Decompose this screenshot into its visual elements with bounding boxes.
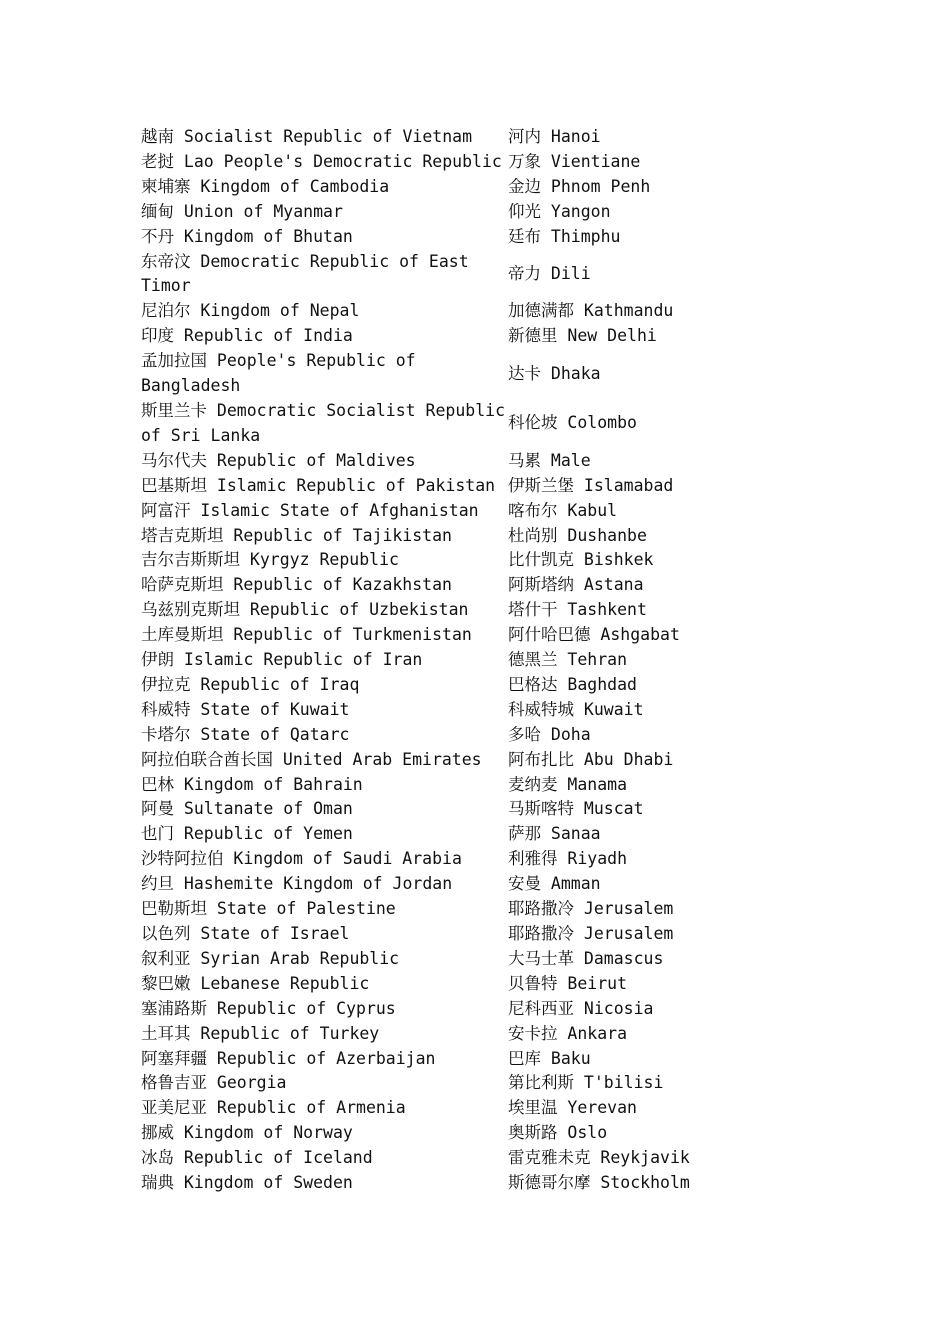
capital-name-cell: 多哈 Doha bbox=[508, 724, 591, 744]
table-row bbox=[141, 1071, 721, 1096]
country-name-cell: 叙利亚 Syrian Arab Republic bbox=[141, 948, 400, 968]
capital-name-cell: 萨那 Sanaa bbox=[508, 824, 601, 844]
capital-name-cell: 雷克雅未克 Reykjavik bbox=[508, 1148, 690, 1168]
country-name-cell: 挪威 Kingdom of Norway bbox=[141, 1123, 353, 1143]
capital-name-cell: 马累 Male bbox=[508, 450, 591, 470]
country-name-cell: 格鲁吉亚 Georgia bbox=[141, 1073, 287, 1093]
capital-name-cell: 阿斯塔纳 Astana bbox=[508, 575, 644, 595]
capital-name-cell: 科伦坡 Colombo bbox=[508, 413, 637, 433]
capital-name-cell: 杜尚别 Dushanbe bbox=[508, 525, 647, 545]
table-row bbox=[141, 1146, 721, 1171]
country-name-cell: 老挝 Lao People's Democratic Republic bbox=[141, 151, 502, 171]
country-name-cell: 瑞典 Kingdom of Sweden bbox=[141, 1173, 353, 1193]
country-name-cell: 卡塔尔 State of Qatarc bbox=[141, 724, 350, 744]
table-row bbox=[141, 474, 721, 499]
table-row bbox=[141, 822, 721, 847]
capital-name-cell: 阿什哈巴德 Ashgabat bbox=[508, 625, 680, 645]
capital-name-cell: 加德满都 Kathmandu bbox=[508, 301, 674, 321]
country-name-cell: 吉尔吉斯斯坦 Kyrgyz Republic bbox=[141, 550, 399, 570]
country-name-cell: 以色列 State of Israel bbox=[141, 924, 350, 943]
country-name-cell: 巴基斯坦 Islamic Republic of Pakistan bbox=[141, 475, 496, 495]
country-name-cell: 不丹 Kingdom of Bhutan bbox=[141, 226, 353, 246]
country-name-cell: 科威特 State of Kuwait bbox=[141, 699, 350, 719]
capital-name-cell: 巴格达 Baghdad bbox=[508, 674, 637, 694]
table-row bbox=[141, 648, 721, 673]
capital-name-cell: 耶路撒冷 Jerusalem bbox=[508, 899, 674, 919]
country-name-cell: 伊朗 Islamic Republic of Iran bbox=[141, 650, 423, 670]
table-row bbox=[141, 449, 721, 474]
capital-name-cell: 埃里温 Yerevan bbox=[508, 1098, 637, 1118]
table-row bbox=[141, 797, 721, 822]
country-name-cell: 哈萨克斯坦 Republic of Kazakhstan bbox=[141, 575, 452, 595]
table-row bbox=[141, 698, 721, 723]
table-row bbox=[141, 773, 721, 798]
capital-name-cell: 阿布扎比 Abu Dhabi bbox=[508, 749, 674, 769]
country-name-cell: 冰岛 Republic of Iceland bbox=[141, 1148, 373, 1168]
table-row bbox=[141, 349, 721, 399]
country-name-cell: 东帝汶 Democratic Republic of East Timor bbox=[141, 251, 469, 296]
country-name-cell: 阿富汗 Islamic State of Afghanistan bbox=[141, 500, 479, 520]
table-row bbox=[141, 972, 721, 997]
country-name-cell: 沙特阿拉伯 Kingdom of Saudi Arabia bbox=[141, 849, 462, 869]
table-row bbox=[141, 225, 721, 250]
country-name-cell: 土耳其 Republic of Turkey bbox=[141, 1023, 380, 1043]
country-name-cell: 马尔代夫 Republic of Maldives bbox=[141, 450, 416, 470]
country-name-cell: 塔吉克斯坦 Republic of Tajikistan bbox=[141, 525, 452, 545]
country-name-cell: 约旦 Hashemite Kingdom of Jordan bbox=[141, 874, 453, 894]
capital-name-cell: 科威特城 Kuwait bbox=[508, 699, 644, 719]
country-capital-table bbox=[141, 125, 721, 1196]
table-row bbox=[141, 299, 721, 324]
table-row bbox=[141, 399, 721, 449]
capital-name-cell: 廷布 Thimphu bbox=[508, 226, 621, 246]
country-name-cell: 孟加拉国 People's Republic of Bangladesh bbox=[141, 351, 416, 396]
capital-name-cell: 帝力 Dili bbox=[508, 263, 591, 283]
capital-name-cell: 耶路撒冷 Jerusalem bbox=[508, 924, 674, 943]
table-row bbox=[141, 524, 721, 549]
table-row bbox=[141, 847, 721, 872]
country-name-cell: 乌兹别克斯坦 Republic of Uzbekistan bbox=[141, 600, 469, 620]
table-row bbox=[141, 623, 721, 648]
country-name-cell: 塞浦路斯 Republic of Cyprus bbox=[141, 998, 396, 1018]
table-row bbox=[141, 922, 721, 947]
table-row bbox=[141, 897, 721, 922]
country-name-cell: 巴勒斯坦 State of Palestine bbox=[141, 899, 396, 919]
capital-name-cell: 大马士革 Damascus bbox=[508, 948, 664, 968]
capital-name-cell: 利雅得 Riyadh bbox=[508, 849, 628, 869]
country-name-cell: 巴林 Kingdom of Bahrain bbox=[141, 774, 363, 794]
table-row bbox=[141, 250, 721, 300]
table-row bbox=[141, 125, 721, 150]
table-row bbox=[141, 200, 721, 225]
table-row bbox=[141, 872, 721, 897]
table-row bbox=[141, 499, 721, 524]
country-name-cell: 缅甸 Union of Myanmar bbox=[141, 201, 343, 221]
capital-name-cell: 金边 Phnom Penh bbox=[508, 176, 651, 196]
capital-name-cell: 仰光 Yangon bbox=[508, 201, 611, 221]
capital-name-cell: 贝鲁特 Beirut bbox=[508, 973, 628, 993]
table-row bbox=[141, 598, 721, 623]
country-name-cell: 柬埔寨 Kingdom of Cambodia bbox=[141, 176, 390, 196]
country-name-cell: 黎巴嫩 Lebanese Republic bbox=[141, 973, 370, 993]
country-name-cell: 亚美尼亚 Republic of Armenia bbox=[141, 1098, 406, 1118]
country-name-cell: 阿拉伯联合酋长国 United Arab Emirates bbox=[141, 749, 482, 769]
capital-name-cell: 马斯喀特 Muscat bbox=[508, 799, 644, 819]
capital-name-cell: 巴库 Baku bbox=[508, 1048, 591, 1068]
capital-name-cell: 塔什干 Tashkent bbox=[508, 600, 647, 620]
table-row bbox=[141, 573, 721, 598]
table-row bbox=[141, 324, 721, 349]
table-row bbox=[141, 1047, 721, 1072]
capital-name-cell: 德黑兰 Tehran bbox=[508, 650, 628, 670]
country-capital-rows bbox=[141, 125, 721, 1196]
capital-name-cell: 万象 Vientiane bbox=[508, 151, 641, 171]
capital-name-cell: 尼科西亚 Nicosia bbox=[508, 998, 654, 1018]
country-name-cell: 斯里兰卡 Democratic Socialist Republic of Sri Lanka bbox=[141, 400, 506, 445]
table-row bbox=[141, 748, 721, 773]
capital-name-cell: 达卡 Dhaka bbox=[508, 363, 601, 383]
capital-name-cell: 新德里 New Delhi bbox=[508, 326, 657, 346]
table-row bbox=[141, 997, 721, 1022]
capital-name-cell: 安卡拉 Ankara bbox=[508, 1023, 628, 1043]
capital-name-cell: 比什凯克 Bishkek bbox=[508, 550, 654, 570]
table-row bbox=[141, 150, 721, 175]
table-row bbox=[141, 947, 721, 972]
country-name-cell: 印度 Republic of India bbox=[141, 326, 353, 346]
capital-name-cell: 斯德哥尔摩 Stockholm bbox=[508, 1173, 690, 1193]
country-name-cell: 阿曼 Sultanate of Oman bbox=[141, 799, 353, 819]
country-name-cell: 阿塞拜疆 Republic of Azerbaijan bbox=[141, 1048, 436, 1068]
table-row bbox=[141, 1096, 721, 1121]
capital-name-cell: 喀布尔 Kabul bbox=[508, 500, 618, 520]
country-name-cell: 越南 Socialist Republic of Vietnam bbox=[141, 127, 473, 146]
capital-name-cell: 奥斯路 Oslo bbox=[508, 1123, 608, 1143]
capital-name-cell: 第比利斯 T'bilisi bbox=[508, 1073, 664, 1093]
country-name-cell: 也门 Republic of Yemen bbox=[141, 824, 353, 844]
table-row bbox=[141, 1022, 721, 1047]
country-name-cell: 尼泊尔 Kingdom of Nepal bbox=[141, 301, 360, 321]
country-name-cell: 土库曼斯坦 Republic of Turkmenistan bbox=[141, 625, 472, 645]
table-row bbox=[141, 548, 721, 573]
country-name-cell: 伊拉克 Republic of Iraq bbox=[141, 674, 360, 694]
capital-name-cell: 河内 Hanoi bbox=[508, 127, 601, 146]
table-row bbox=[141, 175, 721, 200]
table-row bbox=[141, 673, 721, 698]
capital-name-cell: 伊斯兰堡 Islamabad bbox=[508, 475, 674, 495]
table-row bbox=[141, 1171, 721, 1196]
capital-name-cell: 安曼 Amman bbox=[508, 874, 601, 894]
table-row bbox=[141, 723, 721, 748]
capital-name-cell: 麦纳麦 Manama bbox=[508, 774, 628, 794]
table-row bbox=[141, 1121, 721, 1146]
